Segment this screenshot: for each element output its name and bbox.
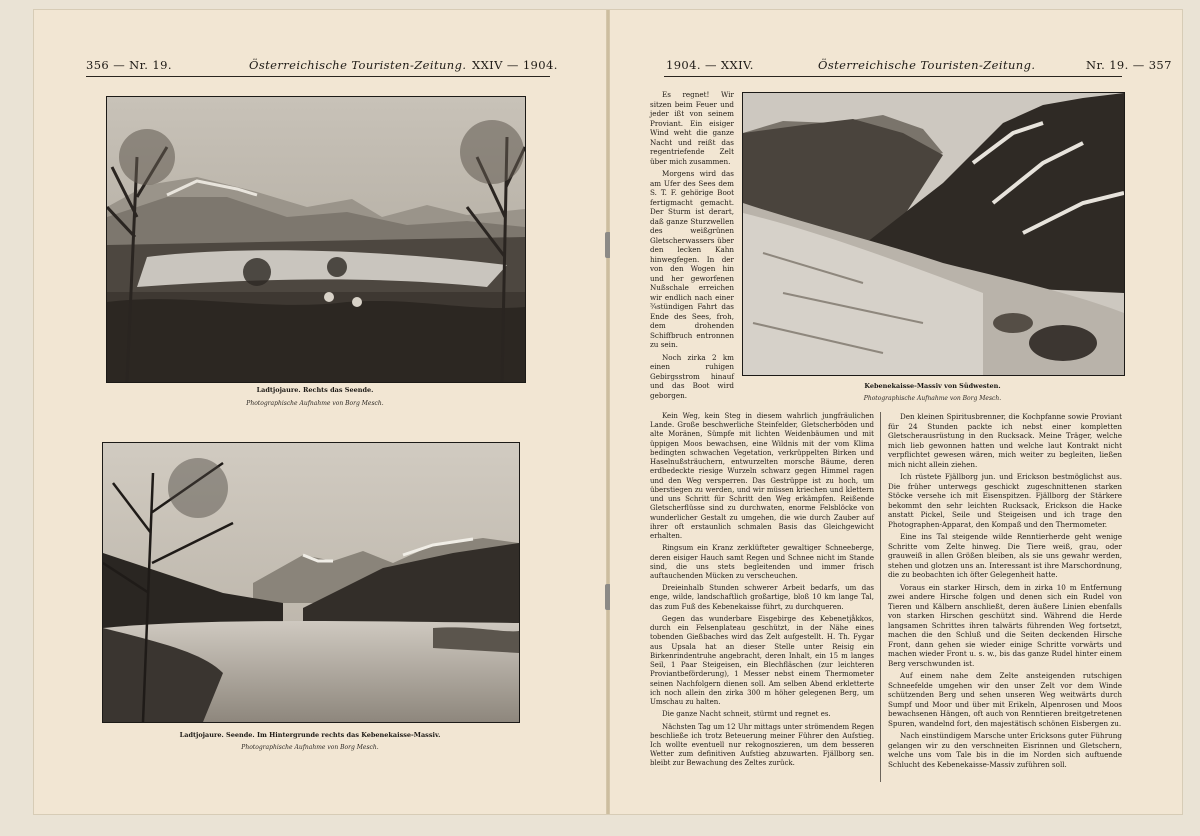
right-header-page-number: Nr. 19. — 357: [1086, 58, 1172, 72]
right-header-journal: Österreichische Touristen-Zeitung.: [818, 58, 1036, 72]
narrow-paragraph: Noch zirka 2 km einen ruhigen Gebirgsstrom hinauf und das Boot wird geborgen.: [650, 352, 734, 400]
left-header-volume: XXIV — 1904.: [472, 58, 558, 72]
right-header-rule: [664, 76, 1122, 77]
paragraph: Den kleinen Spiritusbrenner, die Kochpfanne sowie Proviant für 24 Stunden packte ich nebst einer kompletten Gletscherausrüstung in den Rucksack. Meine Träger, welche mich lieb gewonnen hatten und welche laut Kontrakt nicht verpflichtet gewesen wären, mich weiter zu begleiten, ließen mich nicht allein ziehen.: [888, 412, 1122, 469]
right-page: [610, 10, 1182, 814]
paragraph: Nach einstündigem Marsche unter Ericksons guter Führung gelangen wir zu den verschneiten Eisrinnen und Gletschern, welche uns vom Tale bis in die im Norden sich auftuende Schlucht des Kebenekaisse-Massiv zuführen soll.: [888, 731, 1122, 769]
narrow-paragraph: Es regnet! Wir sitzen beim Feuer und jeder ißt von seinem Proviant. Ein eisiger Wind weht die ganze Nacht und reißt das regentriefende Zelt über mich zusammen.: [650, 90, 734, 166]
left-header-page-number: 356 — Nr. 19.: [86, 58, 172, 72]
right-header-year: 1904. — XXIV.: [666, 58, 754, 72]
column-divider: [880, 412, 881, 782]
paragraph: Gegen das wunderbare Eisgebirge des Kebenetjåkkos, durch ein Felsenplateau geschützt, in der Nähe eines tobenden Gießbaches wird das Zelt aufgestellt. H. Th. Fygar aus Upsala hat an dieser Stelle unter Reisig ein Birkenrindentruhe angebracht, deren Inhalt, ein 15 m langes Seil, 1 Paar Steigeisen, ein Blechfläschen (zur leichteren Proviantbeförderung), 1 Messer nebst einem Thermometer seinen Nachfolgern dienen soll. Am selben Abend erkletterte ich noch allein den zirka 300 m höher gelegenen Berg, um Umschau zu halten.: [650, 614, 874, 707]
paragraph: Eine ins Tal steigende wilde Renntierherde geht wenige Schritte vom Zelte hinweg. Die Tiere weiß, grau, oder grauweiß in allen Größen bleiben, als sie uns gewahr werden, stehen und glotzen uns an. Interessant ist ihre Marschordnung, die zu beobachten ich öfter Gelegenheit hatte.: [888, 532, 1122, 579]
glacier-photo-caption: Kebenekaisse-Massiv von Südwesten.: [864, 382, 1001, 390]
lake-photo-bottom: [102, 442, 520, 723]
photo-bottom-caption: Ladtjojaure. Seende. Im Hintergrunde rechts das Kebenekaisse-Massiv.: [179, 731, 441, 739]
paragraph: Nächsten Tag um 12 Uhr mittags unter strömendem Regen beschließe ich trotz Beteuerung meiner Führer den Aufstieg. Ich wollte eventuell nur rekognoszieren, um dem besseren Wetter zum definitiven Aufstieg abzuwarten. Fjällborg sen. bleibt zur Bewachung des Zeltes zurück.: [650, 722, 874, 768]
left-header-rule: [86, 76, 550, 77]
narrow-text-column: [650, 90, 734, 403]
glacier-photo-credit: Photographische Aufnahme von Borg Mesch.: [863, 395, 1002, 402]
magazine-spread: [34, 10, 1182, 814]
paragraph: Ringsum ein Kranz zerklüfteter gewaltiger Schneeberge, deren eisiger Hauch samt Regen und Schnee nicht im Stande sind, die uns stets begleitenden und immer frisch auftauchenden Mücken zu verscheuchen.: [650, 544, 874, 580]
left-page: [34, 10, 606, 814]
text-column-right: [888, 412, 1122, 772]
photo-top-caption: Ladtjojaure. Rechts das Seende.: [256, 386, 374, 394]
paragraph: Die ganze Nacht schneit, stürmt und regnet es.: [662, 710, 831, 719]
narrow-paragraph: Morgens wird das am Ufer des Sees dem S. T. F. gehörige Boot fertigmacht gemacht. Der Sturm ist derart, daß ganze Sturzwellen des weißgrünen Gletscherwassers über den lecken Kahn hinwegfegen. In der von den Wogen hin und her geworfenen Nußschale erreichen wir endlich nach einer ¾stündigen Fahrt das Ende des Sees, froh, dem drohenden Schiffbruch entronnen zu sein.: [650, 169, 734, 349]
lake-photo-top: [106, 96, 526, 383]
paragraph: Ich rüstete Fjällborg jun. und Erickson bestmöglichst aus. Die früher unterwegs geschickt zugeschnittenen starken Stöcke versehe ich mit Eisenspitzen. Fjällborg der Stärkere bekommt den sehr leichten Rucksack, Erickson die Hacke anstatt Pickel, Seile und Steigeisen und ich trage den Photographen-Apparat, den Kompaß und den Thermometer.: [888, 472, 1122, 529]
photo-top-credit: Photographische Aufnahme von Borg Mesch.: [246, 400, 384, 407]
left-header-journal: Österreichische Touristen-Zeitung.: [249, 58, 467, 72]
photo-bottom-credit: Photographische Aufnahme von Borg Mesch.: [241, 744, 379, 751]
text-column-left: [650, 412, 874, 772]
paragraph: Kein Weg, kein Steg in diesem wahrlich jungfräulichen Lande. Große beschwerliche Steinfelder, Gletscherböden und alte Moränen, Sümpfe mit lichten Weidenbäumen und mit üppigen Moos bewachsen, eine Wildnis mit der vom Klima bedingten schwachen Vegetation, verkrüppelten Birken und Haselnußsträuchern, entwurzelten morsche Bäume, deren erdbedeckte riesige Wurzeln schwarz gegen Himmel ragen und den Weg versperren. Das Gestrüppe ist zu hoch, um überstiegen zu werden, und wir müssen kriechen und klettern und uns Schritt für Schritt den Weg erkämpfen. Reißende Gletscherflüsse sind zu durchwaten, enorme Felsblöcke von wunderlicher Gestalt zu umgehen, die wie durch Zauber auf ihrer oft erstaunlich schmalen Basis das Gleichgewicht erhalten.: [650, 412, 874, 541]
paragraph: Auf einem nahe dem Zelte ansteigenden rutschigen Schneefelde umgehen wir den unser Zelt vor dem Winde schützenden Berg und sehen unseren Weg weitwärts durch Sumpf und Moor und über mit Erikeln, Alpenrosen und Moos bewachsenen Hängen, oft auch von Renntieren breitgetretenen Spuren, wandelnd fort, den majestätisch schönen Eisbergen zu.: [888, 671, 1122, 728]
paragraph: Dreieinhalb Stunden schwerer Arbeit bedarfs, um das enge, wilde, landschaftlich großartige, bloß 10 km lange Tal, das zum Fuß des Kebenekaisse führt, zu durchqueren.: [650, 584, 874, 611]
paragraph: Voraus ein starker Hirsch, dem in zirka 10 m Entfernung zwei andere Hirsche folgen und denen sich ein Rudel von Tieren und Kälbern anschließt, deren äußere Linien ebenfalls von starken Hirschen geschützt sind. Während die Herde langsamen Schrittes ihren talwärts führenden Weg fortsetzt, machen die den Schluß und die Seiten deckenden Hirsche Front, dann gehen sie wieder einige Schritte vorwärts und machen wieder Front u. s. w., bis das ganze Rudel hinter einem Berg verschwunden ist.: [888, 582, 1122, 668]
glacier-photo: [742, 92, 1125, 376]
